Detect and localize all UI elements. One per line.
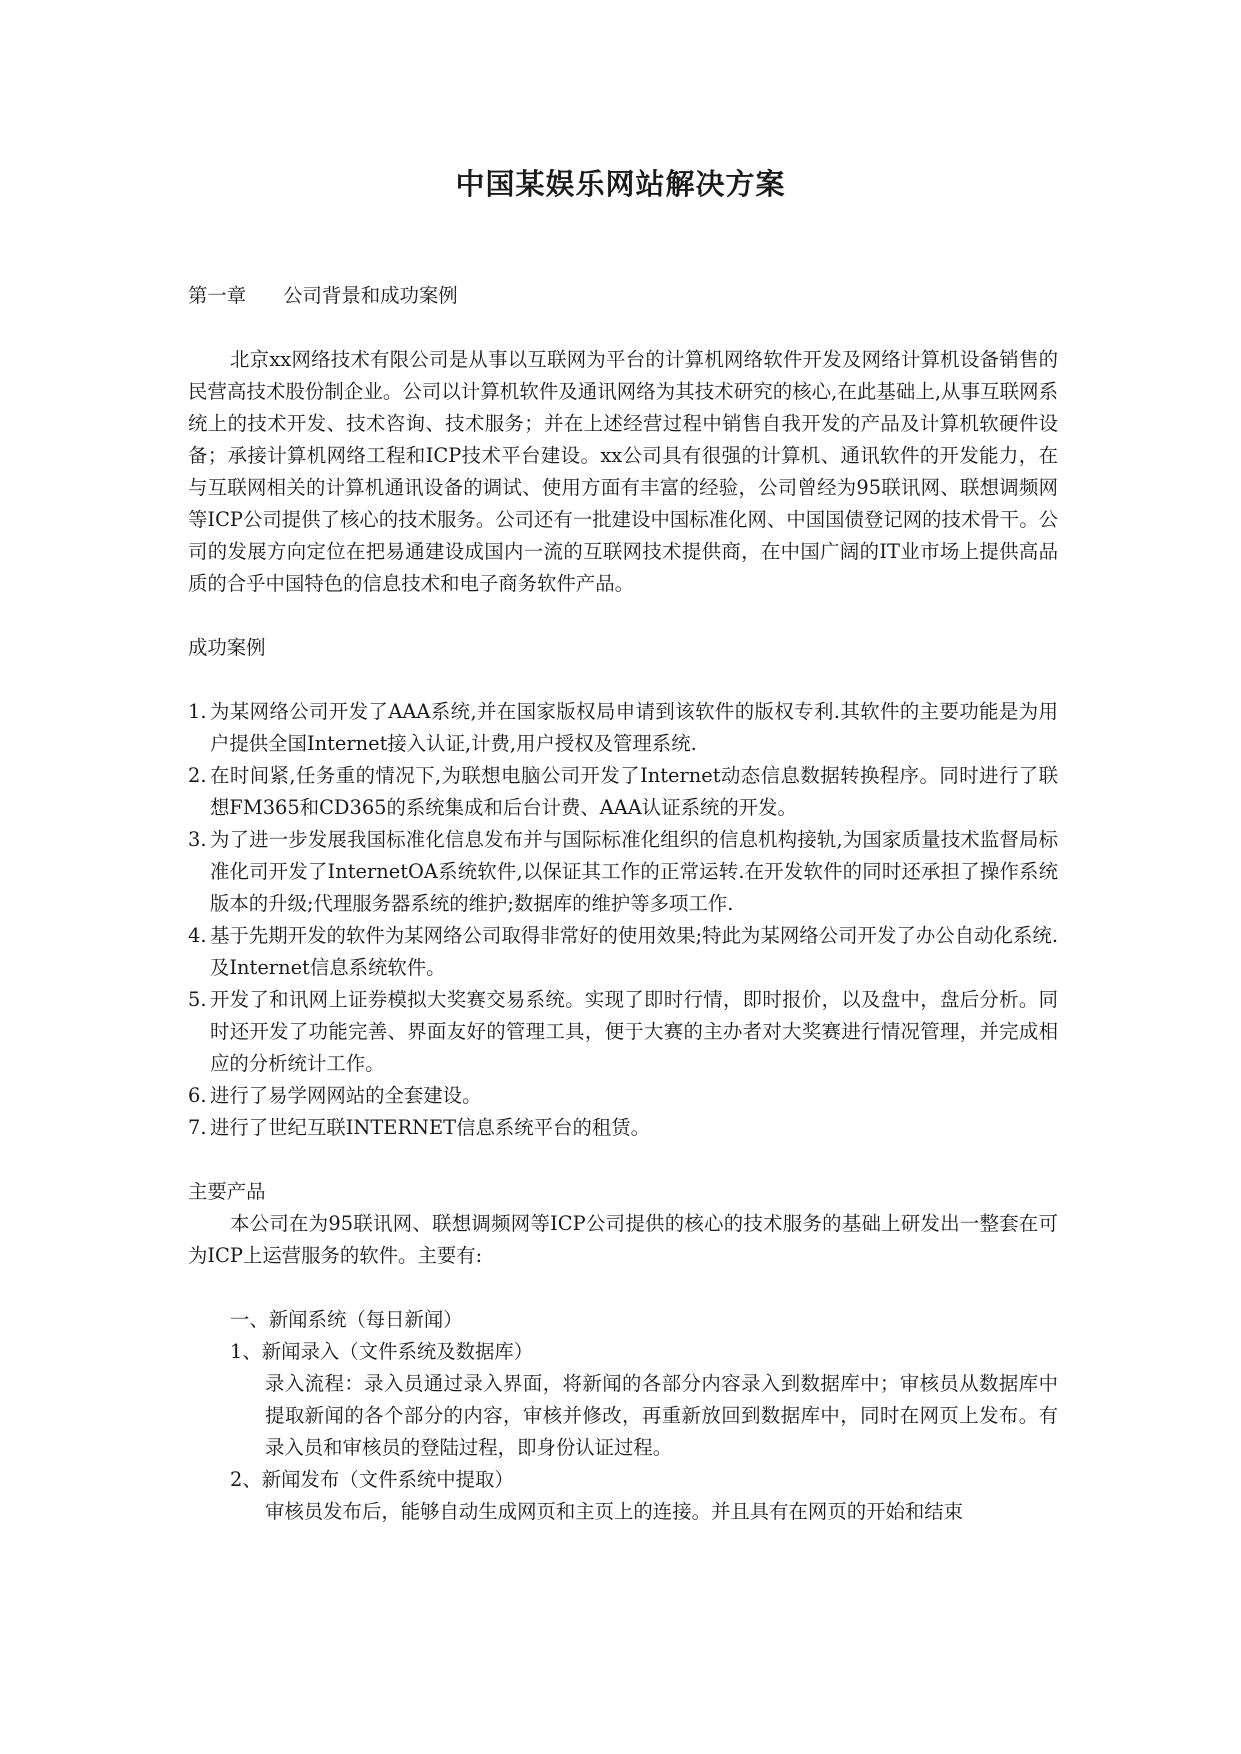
list-item-number: 5.: [188, 988, 207, 1011]
list-item-text: 开发了和讯网上证券模拟大奖赛交易系统。实现了即时行情，即时报价，以及盘中，盘后分析。同时还开发了功能完善、界面友好的管理工具，便于大赛的主办者对大奖赛进行情况管理，并完成相应的分析统计工作。: [210, 988, 1058, 1075]
list-item-text: 基于先期开发的软件为某网络公司取得非常好的使用效果;特此为某网络公司开发了办公自动化系统.及Internet信息系统软件。: [210, 924, 1058, 979]
list-item-number: 6.: [188, 1084, 207, 1107]
news-entry-heading: 1、新闻录入（文件系统及数据库）: [230, 1340, 534, 1363]
main-products-heading: 主要产品: [188, 1180, 266, 1203]
main-products-intro: 本公司在为95联讯网、联想调频网等ICP公司提供的核心的技术服务的基础上研发出一整套在可为ICP上运营服务的软件。主要有:: [188, 1212, 1058, 1267]
list-item-text: 进行了世纪互联INTERNET信息系统平台的租赁。: [210, 1116, 651, 1139]
list-item-text: 在时间紧,任务重的情况下,为联想电脑公司开发了Internet动态信息数据转换程序。同时进行了联想FM365和CD365的系统集成和后台计费、AAA认证系统的开发。: [210, 764, 1058, 819]
list-item-number: 3.: [188, 828, 207, 851]
list-item: [188, 1112, 1058, 1144]
intro-paragraph: 北京xx网络技术有限公司是从事以互联网为平台的计算机网络软件开发及网络计算机设备销售的民营高技术股份制企业。公司以计算机软件及通讯网络为其技术研究的核心,在此基础上,从事互联网系统上的技术开发、技术咨询、技术服务；并在上述经营过程中销售自我开发的产品及计算机软硬件设备；承接计算机网络工程和ICP技术平台建设。xx公司具有很强的计算机、通讯软件的开发能力，在与互联网相关的计算机通讯设备的调试、使用方面有丰富的经验，公司曾经为95联讯网、联想调频网等ICP公司提供了核心的技术服务。公司还有一批建设中国标准化网、中国国债登记网的技术骨干。公司的发展方向定位在把易通建设成国内一流的互联网技术提供商，在中国广阔的IT业市场上提供高品质的合乎中国特色的信息技术和电子商务软件产品。: [188, 348, 1058, 595]
list-item-text: 为某网络公司开发了AAA系统,并在国家版权局申请到该软件的版权专利.其软件的主要功能是为用户提供全国Internet接入认证,计费,用户授权及管理系统.: [210, 700, 1058, 755]
list-item-text: 进行了易学网网站的全套建设。: [210, 1084, 482, 1107]
list-item-text: 为了进一步发展我国标准化信息发布并与国际标准化组织的信息机构接轨,为国家质量技术监督局标准化司开发了InternetOA系统软件,以保证其工作的正常运转.在开发软件的同时还承担了操作系统版本的升级;代理服务器系统的维护;数据库的维护等多项工作.: [210, 828, 1058, 915]
list-item: [188, 824, 1058, 920]
chapter-label: 第一章: [188, 284, 247, 307]
chapter-heading: [188, 280, 1058, 312]
chapter-title: 公司背景和成功案例: [283, 284, 458, 307]
news-system-heading: 一、新闻系统（每日新闻）: [230, 1308, 463, 1331]
document-body: [188, 280, 1058, 1528]
list-item-number: 1.: [188, 700, 207, 723]
list-item: [188, 984, 1058, 1080]
news-publish-body: 审核员发布后，能够自动生成网页和主页上的连接。并且具有在网页的开始和结束: [265, 1500, 964, 1523]
list-item-number: 2.: [188, 764, 207, 787]
success-cases-heading: 成功案例: [188, 636, 266, 659]
list-item: [188, 696, 1058, 760]
list-item-number: 7.: [188, 1116, 207, 1139]
success-cases-list: [188, 696, 1058, 1144]
news-publish-heading: 2、新闻发布（文件系统中提取）: [230, 1468, 514, 1491]
document-title: 中国某娱乐网站解决方案: [455, 167, 786, 201]
list-item: [188, 920, 1058, 984]
list-item: [188, 1080, 1058, 1112]
news-entry-body: 录入流程：录入员通过录入界面，将新闻的各部分内容录入到数据库中；审核员从数据库中提取新闻的各个部分的内容，审核并修改，再重新放回到数据库中，同时在网页上发布。有录入员和审核员的登陆过程，即身份认证过程。: [265, 1372, 1058, 1459]
list-item: [188, 760, 1058, 824]
list-item-number: 4.: [188, 924, 207, 947]
